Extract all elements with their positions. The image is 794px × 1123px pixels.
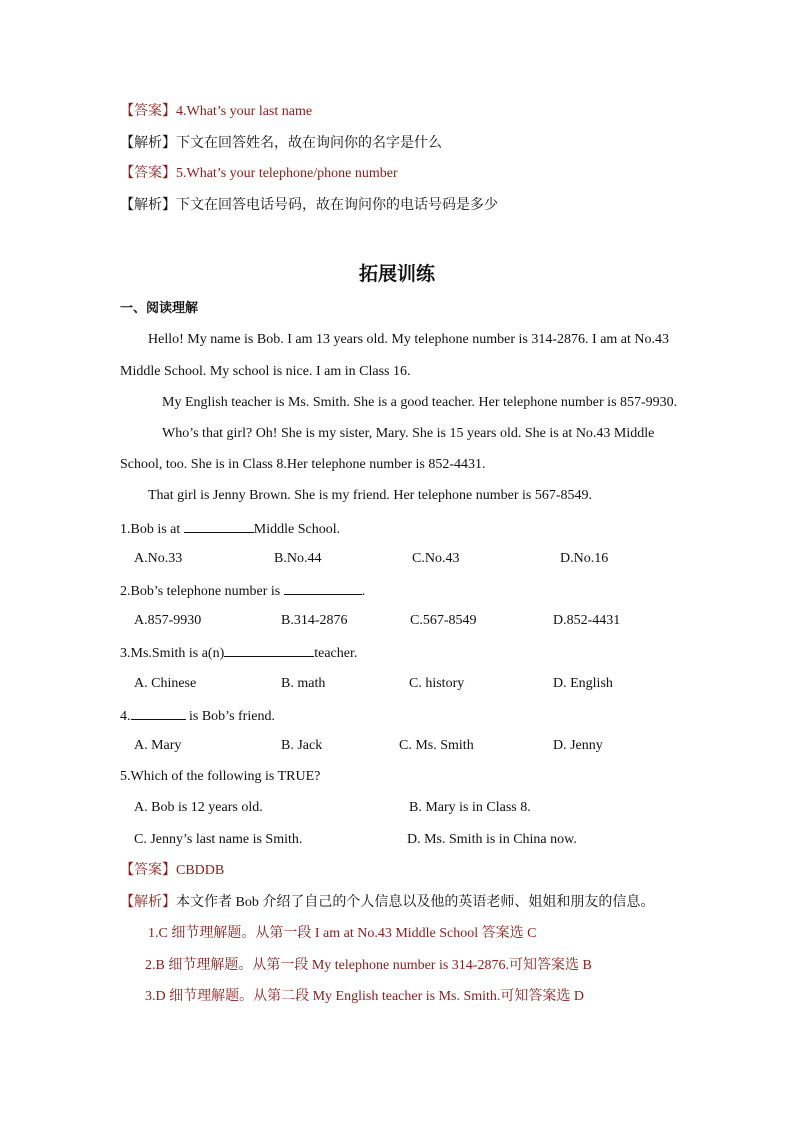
analysis-tag: 【解析】 — [120, 136, 176, 151]
question-5: 5.Which of the following is TRUE? — [120, 769, 321, 784]
final-answer — [120, 861, 224, 881]
analysis-tag: 【解析】 — [120, 895, 176, 910]
q3-option-d: D. English — [553, 676, 613, 691]
final-analysis — [120, 893, 654, 913]
q1-option-a: A.No.33 — [134, 551, 183, 566]
question-text: teacher. — [314, 646, 358, 661]
analysis-text: 本文作者 Bob 介绍了自己的个人信息以及他的英语老师、姐姐和朋友的信息。 — [176, 895, 655, 910]
answer-blank — [131, 705, 186, 720]
question-text: 3.Ms.Smith is a(n) — [120, 646, 225, 661]
explanation-2: 2.B 细节理解题。从第一段 My telephone number is 314-2876.可知答案选 B — [145, 958, 592, 973]
answer-5 — [120, 164, 398, 184]
passage-line-1: Hello! My name is Bob. I am 13 years old. My telephone number is 314-2876. I am at No.43 — [148, 332, 670, 347]
answer-text: 4.What’s your last name — [176, 104, 313, 119]
answer-blank — [284, 580, 362, 595]
q4-option-b: B. Jack — [281, 738, 323, 753]
passage-line-3: My English teacher is Ms. Smith. She is a good teacher. Her telephone number is 857-9930. — [162, 395, 678, 410]
question-text: 4. — [120, 709, 131, 724]
analysis-5 — [120, 196, 498, 216]
q4-option-c: C. Ms. Smith — [399, 738, 474, 753]
passage-line-6: That girl is Jenny Brown. She is my friend. Her telephone number is 567-8549. — [148, 488, 593, 503]
explanation-3: 3.D 细节理解题。从第二段 My English teacher is Ms. Smith.可知答案选 D — [145, 989, 585, 1004]
analysis-text: 下文在回答姓名，故在询问你的名字是什么 — [176, 136, 442, 151]
answer-text: CBDDB — [176, 863, 225, 878]
question-3 — [120, 642, 357, 664]
q1-option-c: C.No.43 — [412, 551, 460, 566]
answer-tag: 【答案】 — [120, 104, 176, 119]
question-text: is Bob’s friend. — [185, 709, 275, 724]
analysis-4 — [120, 134, 442, 154]
answer-4 — [120, 102, 312, 122]
answer-blank — [184, 518, 254, 533]
q5-option-a: A. Bob is 12 years old. — [134, 800, 263, 815]
section-heading: 一、阅读理解 — [120, 301, 199, 316]
q5-option-c: C. Jenny’s last name is Smith. — [134, 832, 303, 847]
q1-option-d: D.No.16 — [560, 551, 609, 566]
question-text: Middle School. — [253, 522, 341, 537]
passage-line-4: Who’s that girl? Oh! She is my sister, Mary. She is 15 years old. She is at No.43 Middle — [162, 426, 655, 441]
q2-option-b: B.314-2876 — [281, 613, 348, 628]
q5-option-b: B. Mary is in Class 8. — [409, 800, 531, 815]
q2-option-d: D.852-4431 — [553, 613, 621, 628]
answer-tag: 【答案】 — [120, 166, 176, 181]
question-text: 1.Bob is at — [120, 522, 184, 537]
q3-option-c: C. history — [409, 676, 465, 691]
q2-option-c: C.567-8549 — [410, 613, 477, 628]
analysis-tag: 【解析】 — [120, 198, 176, 213]
q4-option-d: D. Jenny — [553, 738, 603, 753]
answer-tag: 【答案】 — [120, 863, 176, 878]
q3-option-b: B. math — [281, 676, 326, 691]
q3-option-a: A. Chinese — [134, 676, 197, 691]
q1-option-b: B.No.44 — [274, 551, 322, 566]
question-4 — [120, 705, 275, 727]
page-title: 拓展训练 — [358, 263, 435, 285]
question-2 — [120, 580, 365, 602]
q5-option-d: D. Ms. Smith is in China now. — [407, 832, 577, 847]
analysis-text: 下文在回答电话号码，故在询问你的电话号码是多少 — [176, 198, 498, 213]
passage-line-5: School, too. She is in Class 8.Her telephone number is 852-4431. — [120, 457, 486, 472]
q4-option-a: A. Mary — [134, 738, 182, 753]
answer-text: 5.What’s your telephone/phone number — [176, 166, 398, 181]
answer-blank — [224, 642, 314, 657]
explanation-1: 1.C 细节理解题。从第一段 I am at No.43 Middle School 答案选 C — [148, 926, 537, 941]
question-text: . — [361, 584, 366, 599]
question-1 — [120, 518, 340, 540]
question-text: 2.Bob’s telephone number is — [120, 584, 284, 599]
passage-line-2: Middle School. My school is nice. I am in Class 16. — [120, 364, 411, 379]
q2-option-a: A.857-9930 — [134, 613, 202, 628]
